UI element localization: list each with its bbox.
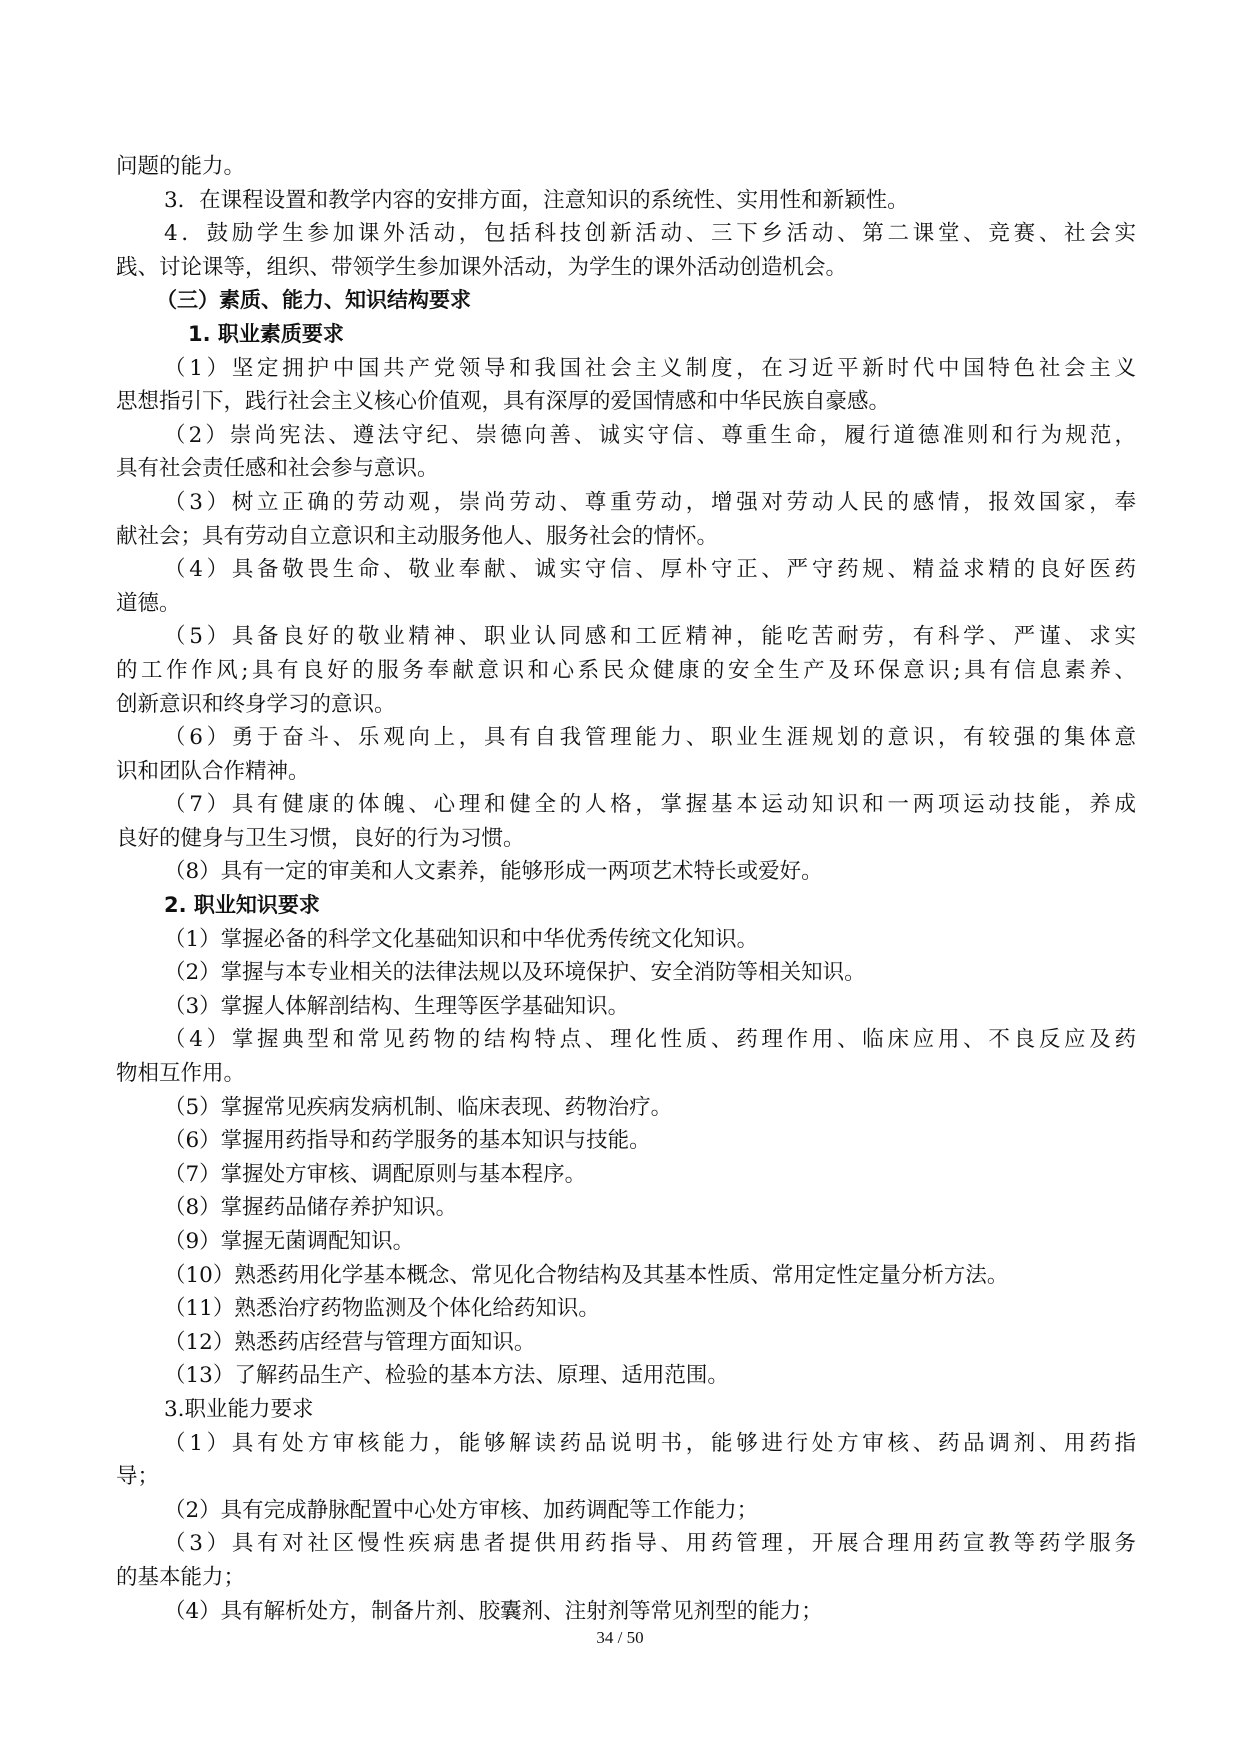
paragraph <box>116 956 1136 990</box>
paragraph <box>116 1292 1136 1326</box>
text-line: 的基本能力； <box>116 1564 246 1590</box>
paragraph <box>116 1124 1136 1158</box>
paragraph <box>116 184 1136 218</box>
text-line: （三）素质、能力、知识结构要求 <box>156 288 471 313</box>
text-line: （6）掌握用药指导和药学服务的基本知识与技能。 <box>164 1128 651 1154</box>
text-line: （12）熟悉药店经营与管理方面知识。 <box>164 1329 536 1355</box>
text-line: （10）熟悉药用化学基本概念、常见化合物结构及其基本性质、常用定性定量分析方法。 <box>164 1262 1009 1288</box>
text-line: 导； <box>116 1464 160 1490</box>
text-line: （1）掌握必备的科学文化基础知识和中华优秀传统文化知识。 <box>164 926 759 952</box>
section-heading <box>116 284 1136 318</box>
text-line: （4）掌握典型和常见药物的结构特点、理化性质、药理作用、临床应用、不良反应及药 <box>164 1027 1136 1053</box>
paragraph <box>116 553 1136 620</box>
text-line: （8）掌握药品储存养护知识。 <box>164 1195 458 1221</box>
text-line: 4．鼓励学生参加课外活动，包括科技创新活动、三下乡活动、第二课堂、竞赛、社会实 <box>164 221 1136 247</box>
text-line: （7）掌握处方审核、调配原则与基本程序。 <box>164 1161 587 1187</box>
text-line: 具有社会责任感和社会参与意识。 <box>116 456 439 482</box>
text-line: （1）具有处方审核能力，能够解读药品说明书，能够进行处方审核、药品调剂、用药指 <box>164 1430 1136 1456</box>
section-heading <box>116 889 1136 923</box>
paragraph <box>116 1326 1136 1360</box>
text-line: （13）了解药品生产、检验的基本方法、原理、适用范围。 <box>164 1363 729 1389</box>
text-line: 3.职业能力要求 <box>164 1396 314 1422</box>
paragraph <box>116 486 1136 553</box>
text-line: （11）熟悉治疗药物监测及个体化给药知识。 <box>164 1296 600 1322</box>
text-line: 创新意识和终身学习的意识。 <box>116 691 396 717</box>
paragraph <box>116 788 1136 855</box>
text-line: （8）具有一定的审美和人文素养，能够形成一两项艺术特长或爱好。 <box>164 859 823 885</box>
text-line: 2. 职业知识要求 <box>164 893 320 918</box>
text-line: 物相互作用。 <box>116 1061 246 1087</box>
text-line: 良好的健身与卫生习惯，良好的行为习惯。 <box>116 825 525 851</box>
text-line: （2）崇尚宪法、遵法守纪、崇德向善、诚实守信、尊重生命，履行道德准则和行为规范， <box>164 422 1136 448</box>
paragraph <box>116 352 1136 419</box>
text-line: （1）坚定拥护中国共产党领导和我国社会主义制度，在习近平新时代中国特色社会主义 <box>164 355 1136 381</box>
text-line: （4）具有解析处方，制备片剂、胶囊剂、注射剂等常见剂型的能力； <box>164 1598 823 1624</box>
paragraph <box>116 620 1136 721</box>
text-line: （6）勇于奋斗、乐观向上，具有自我管理能力、职业生涯规划的意识，有较强的集体意 <box>164 725 1136 751</box>
paragraph <box>116 1427 1136 1494</box>
text-line: 识和团队合作精神。 <box>116 758 310 784</box>
text-line: 3．在课程设置和教学内容的安排方面，注意知识的系统性、实用性和新颖性。 <box>164 187 909 213</box>
text-line: 道德。 <box>116 590 181 616</box>
paragraph <box>116 990 1136 1024</box>
text-line: （3）掌握人体解剖结构、生理等医学基础知识。 <box>164 993 630 1019</box>
document-body <box>116 150 1136 1628</box>
paragraph <box>116 150 1136 184</box>
text-line: （5）具备良好的敬业精神、职业认同感和工匠精神，能吃苦耐劳，有科学、严谨、求实 <box>164 624 1136 650</box>
text-line: 的工作作风;具有良好的服务奉献意识和心系民众健康的安全生产及环保意识;具有信息素养、 <box>116 657 1136 683</box>
text-line: （3）具有对社区慢性疾病患者提供用药指导、用药管理，开展合理用药宣教等药学服务 <box>164 1531 1136 1557</box>
paragraph <box>116 217 1136 284</box>
text-line: （5）掌握常见疾病发病机制、临床表现、药物治疗。 <box>164 1094 673 1120</box>
text-line: 践、讨论课等，组织、带领学生参加课外活动，为学生的课外活动创造机会。 <box>116 254 848 280</box>
text-line: （3）树立正确的劳动观，崇尚劳动、尊重劳动，增强对劳动人民的感情，报效国家，奉 <box>164 489 1136 515</box>
paragraph <box>116 855 1136 889</box>
paragraph <box>116 1158 1136 1192</box>
paragraph <box>116 1393 1136 1427</box>
paragraph <box>116 1225 1136 1259</box>
paragraph <box>116 419 1136 486</box>
paragraph <box>116 1259 1136 1293</box>
text-line: （7）具有健康的体魄、心理和健全的人格，掌握基本运动知识和一两项运动技能，养成 <box>164 792 1136 818</box>
text-line: 1. 职业素质要求 <box>188 321 344 346</box>
paragraph <box>116 923 1136 957</box>
paragraph <box>116 721 1136 788</box>
paragraph <box>116 1023 1136 1090</box>
paragraph <box>116 1527 1136 1594</box>
page-number: 34 / 50 <box>596 1628 644 1647</box>
paragraph <box>116 1091 1136 1125</box>
paragraph <box>116 1595 1136 1629</box>
paragraph <box>116 1359 1136 1393</box>
text-line: （9）掌握无菌调配知识。 <box>164 1229 415 1254</box>
paragraph <box>116 1494 1136 1528</box>
text-line: 献社会；具有劳动自立意识和主动服务他人、服务社会的情怀。 <box>116 523 719 549</box>
text-line: 问题的能力。 <box>116 154 246 179</box>
text-line: （4）具备敬畏生命、敬业奉献、诚实守信、厚朴守正、严守药规、精益求精的良好医药 <box>164 557 1136 583</box>
paragraph <box>116 1191 1136 1225</box>
text-line: （2）掌握与本专业相关的法律法规以及环境保护、安全消防等相关知识。 <box>164 960 866 986</box>
section-heading <box>116 318 1136 352</box>
text-line: （2）具有完成静脉配置中心处方审核、加药调配等工作能力； <box>164 1497 759 1523</box>
text-line: 思想指引下，践行社会主义核心价值观，具有深厚的爱国情感和中华民族自豪感。 <box>116 389 891 415</box>
